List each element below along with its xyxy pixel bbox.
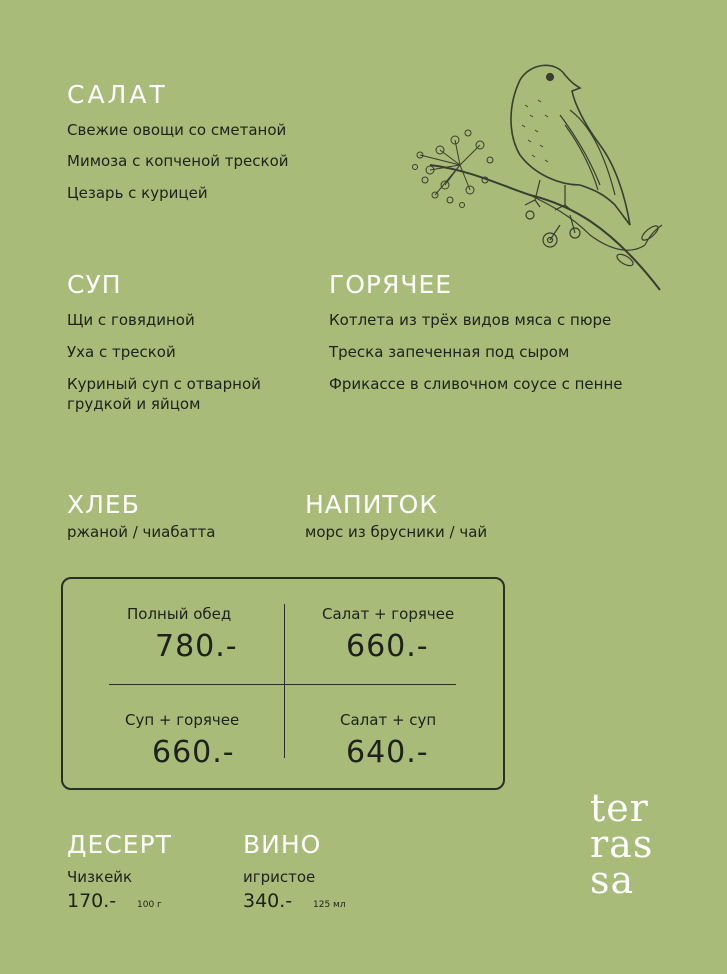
hot-item-1: Котлета из трёх видов мяса с пюре [329, 311, 612, 329]
bread-text: ржаной / чиабатта [67, 523, 216, 541]
combo-name-2: Салат + горячее [322, 605, 455, 623]
soup-item-2: Уха с треской [67, 343, 176, 361]
salad-item-2: Мимоза с копченой треской [67, 152, 289, 170]
salad-heading: САЛАТ [67, 80, 168, 109]
combo-name-3: Суп + горячее [125, 711, 240, 729]
hot-item-3: Фрикассе в сливочном соусе с пенне [329, 375, 623, 393]
soup-heading: СУП [67, 270, 122, 299]
soup-item-1: Щи с говядиной [67, 311, 195, 329]
combo-divider-vertical [284, 604, 285, 758]
soup-item-3: Куриный суп с отварной грудкой и яйцом [67, 375, 261, 413]
wine-item: игристое [243, 868, 316, 886]
logo-line-3: sa [590, 858, 635, 902]
dessert-unit: 100 г [137, 900, 162, 910]
drink-heading: НАПИТОК [305, 490, 439, 519]
logo-line-2: ras [590, 822, 654, 866]
combo-name-4: Салат + суп [340, 711, 437, 729]
combo-price-1: 780.- [155, 629, 238, 664]
salad-item-1: Свежие овощи со сметаной [67, 121, 287, 139]
drink-text: морс из брусники / чай [305, 523, 488, 541]
combo-price-3: 660.- [152, 735, 235, 770]
combo-name-1: Полный обед [127, 605, 232, 623]
combo-divider-horizontal [109, 684, 456, 685]
bird-illustration [400, 55, 670, 300]
terrasa-logo [590, 786, 654, 902]
wine-unit: 125 мл [313, 900, 346, 910]
dessert-heading: ДЕСЕРТ [67, 830, 172, 859]
wine-price: 340.- [243, 890, 293, 912]
dessert-price: 170.- [67, 890, 117, 912]
wine-heading: ВИНО [243, 830, 322, 859]
bread-heading: ХЛЕБ [67, 490, 140, 519]
salad-item-3: Цезарь с курицей [67, 184, 208, 202]
combo-price-2: 660.- [346, 629, 429, 664]
dessert-item: Чизкейк [67, 868, 133, 886]
logo-line-1: ter [590, 786, 649, 830]
combo-price-4: 640.- [346, 735, 429, 770]
hot-item-2: Треска запеченная под сыром [329, 343, 570, 361]
hot-heading: ГОРЯЧЕЕ [329, 270, 453, 299]
